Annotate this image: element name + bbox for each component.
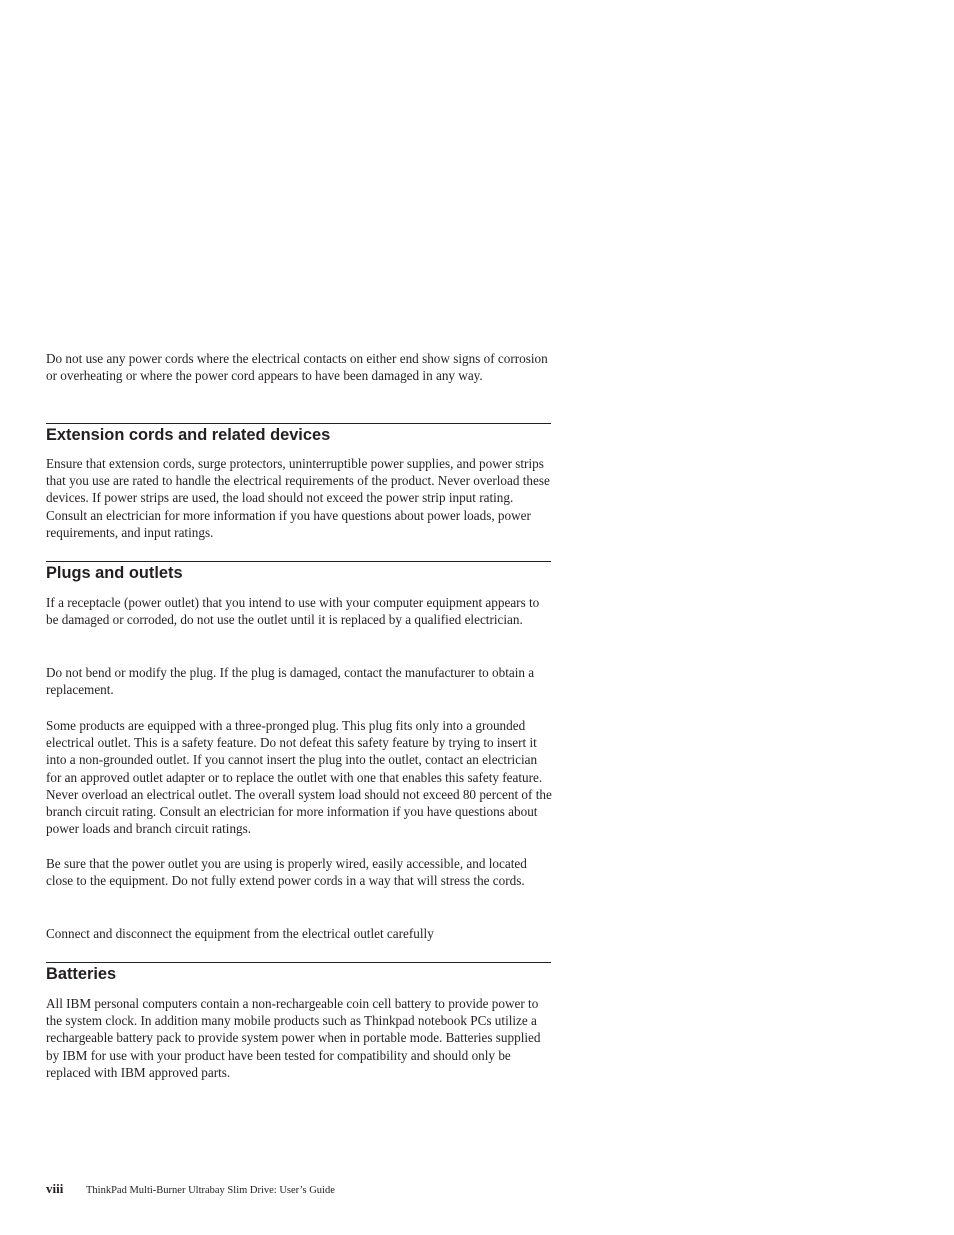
- section-divider: [46, 962, 551, 963]
- plugs-paragraph-1: If a receptacle (power outlet) that you intend to use with your computer equipment appears to be damaged or corroded, do not use the outlet until it is replaced by a qualified electrician.: [46, 595, 540, 628]
- plugs-paragraph-2: Do not bend or modify the plug. If the plug is damaged, contact the manufacturer to obtain a replacement.: [46, 665, 535, 698]
- page-footer: [46, 1180, 335, 1198]
- intro-paragraph: Do not use any power cords where the electrical contacts on either end show signs of corrosion or overheating or where the power cord appears to have been damaged in any way.: [46, 351, 548, 384]
- heading-plugs-outlets: Plugs and outlets: [46, 564, 183, 582]
- page-number: viii: [46, 1181, 64, 1196]
- plugs-paragraph-3: Some products are equipped with a three-pronged plug. This plug fits only into a grounded electrical outlet. This is a safety feature. Do not defeat this safety feature by trying to insert it into a non-grounded outlet. If you cannot insert the plug into the outlet, contact an electrician for an approved outlet adapter or to replace the outlet with one that enables this safety feature. Never overload an electrical outlet. The overall system load should not exceed 80 percent of the branch circuit rating. Consult an electrician for more information if you have questions about power loads and branch circuit ratings.: [46, 718, 552, 837]
- section-divider: [46, 423, 551, 424]
- footer-document-title: ThinkPad Multi-Burner Ultrabay Slim Drive: User’s Guide: [86, 1185, 335, 1196]
- plugs-paragraph-4: Be sure that the power outlet you are using is properly wired, easily accessible, and located close to the equipment. Do not fully extend power cords in a way that will stress the cords.: [46, 856, 527, 889]
- plugs-paragraph-5: Connect and disconnect the equipment from the electrical outlet carefully: [46, 926, 434, 941]
- extension-cords-paragraph: Ensure that extension cords, surge protectors, uninterruptible power supplies, and power strips that you use are rated to handle the electrical requirements of the product. Never overload these devices. If power strips are used, the load should not exceed the power strip input rating. Consult an electrician for more information if you have questions about power loads, power requirements, and input ratings.: [46, 456, 550, 540]
- heading-extension-cords: Extension cords and related devices: [46, 426, 331, 444]
- section-divider: [46, 561, 551, 562]
- batteries-paragraph: All IBM personal computers contain a non-rechargeable coin cell battery to provide power to the system clock. In addition many mobile products such as Thinkpad notebook PCs utilize a rechargeable battery pack to provide system power when in portable mode. Batteries supplied by IBM for use with your product have been tested for compatibility and should only be replaced with IBM approved parts.: [46, 996, 541, 1080]
- heading-batteries: Batteries: [46, 965, 117, 983]
